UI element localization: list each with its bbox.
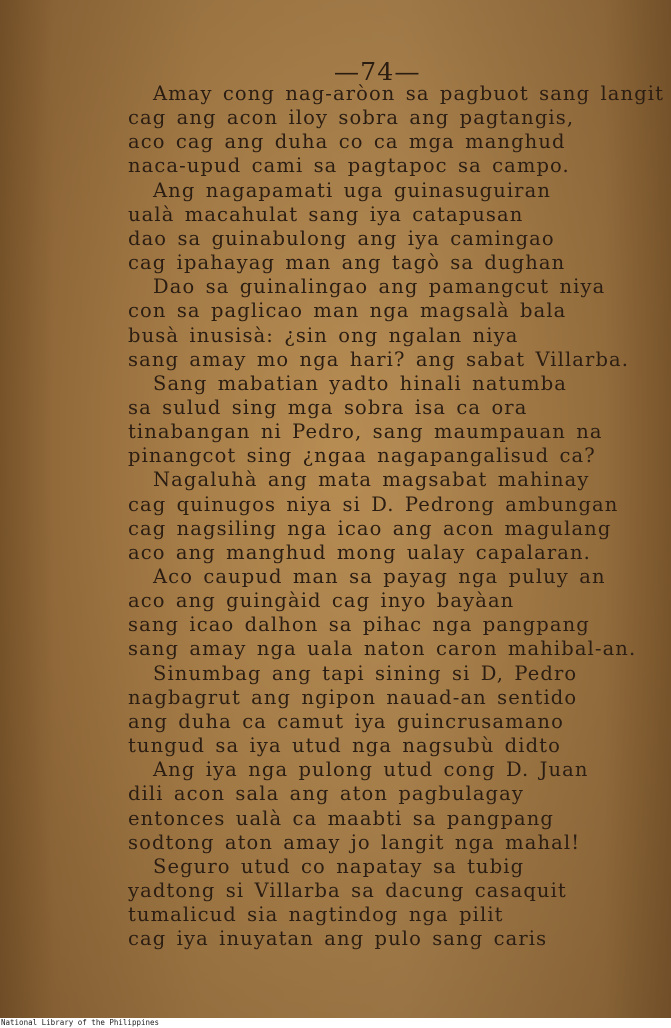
poem-line: aco cag ang duha co ca mga manghud — [128, 130, 566, 154]
stanza-first-line: Seguro utud co napatay sa tubig — [153, 854, 525, 878]
poem-line: sang icao dalhon sa pihac nga pangpang — [128, 613, 590, 637]
stanza-first-line: Nagaluhà ang mata magsabat mahinay — [153, 468, 590, 492]
poem-line: naca-upud cami sa pagtapoc sa campo. — [128, 154, 570, 178]
stanza-first-line: Dao sa guinalingao ang pamangcut niya — [153, 275, 606, 299]
poem-line: nagbagrut ang ngipon nauad-an sentido — [128, 685, 578, 709]
stanza-first-line: Sang mabatian yadto hinali natumba — [153, 371, 568, 395]
poem-line: aco ang guingàid cag inyo bayàan — [128, 589, 515, 613]
stanza-first-line: Ang nagapamati uga guinasuguiran — [153, 178, 551, 202]
library-credit: National Library of the Philippines — [1, 1018, 160, 1027]
poem-line: tungud sa iya utud nga nagsubù didto — [128, 734, 561, 757]
poem-line: pinangcot sing ¿ngaa nagapangalisud ca? — [128, 444, 596, 468]
poem-line: cag quinugos niya si D. Pedrong ambungan — [128, 492, 619, 516]
poem-line: cag ipahayag man ang tagò sa dughan — [128, 251, 566, 274]
poem-line: cag iya inuyatan ang pulo sang caris — [128, 927, 548, 951]
poem-line: sodtong aton amay jo langit nga mahal! — [128, 830, 581, 854]
poem-line: sang amay nga uala naton caron mahibal-an. — [128, 637, 637, 661]
poem-line: busà inusisà: ¿sin ong ngalan niya — [128, 323, 519, 347]
stanza-first-line: Ang iya nga pulong utud cong D. Juan — [153, 758, 589, 782]
poem-line: sang amay mo nga hari? ang sabat Villarba. — [128, 347, 630, 371]
poem-line: con sa paglicao man nga magsalà bala — [128, 299, 567, 323]
poem-line: dili acon sala ang aton pagbulagay — [128, 782, 524, 806]
poem-line: ualà macahulat sang iya catapusan — [128, 202, 524, 226]
page-number: —74— — [333, 58, 421, 86]
poem-line: tumalicud sia nagtindog nga pilit — [128, 903, 504, 927]
poem-line: cag nagsiling nga icao ang acon magulang — [128, 516, 612, 540]
footer-bar — [0, 1018, 671, 1028]
stanza-first-line: Amay cong nag-aròon sa pagbuot sang langit — [153, 82, 665, 105]
stanza-first-line: Aco caupud man sa payag nga puluy an — [153, 565, 606, 588]
poem-line: entonces ualà ca maabti sa pangpang — [128, 806, 555, 830]
poem-line: aco ang manghud mong ualay capalaran. — [128, 540, 591, 564]
poem-line: ang duha ca camut iya guincrusamano — [128, 709, 564, 733]
poem-line: yadtong si Villarba sa dacung casaquit — [128, 878, 567, 902]
poem-line: sa sulud sing mga sobra isa ca ora — [128, 395, 528, 419]
stanza-first-line: Sinumbag ang tapi sining si D, Pedro — [153, 661, 578, 685]
poem-line: tinabangan ni Pedro, sang maumpauan na — [128, 420, 603, 444]
poem-line: cag ang acon iloy sobra ang pagtangis, — [128, 106, 575, 130]
poem-line: dao sa guinabulong ang iya camingao — [128, 226, 555, 250]
